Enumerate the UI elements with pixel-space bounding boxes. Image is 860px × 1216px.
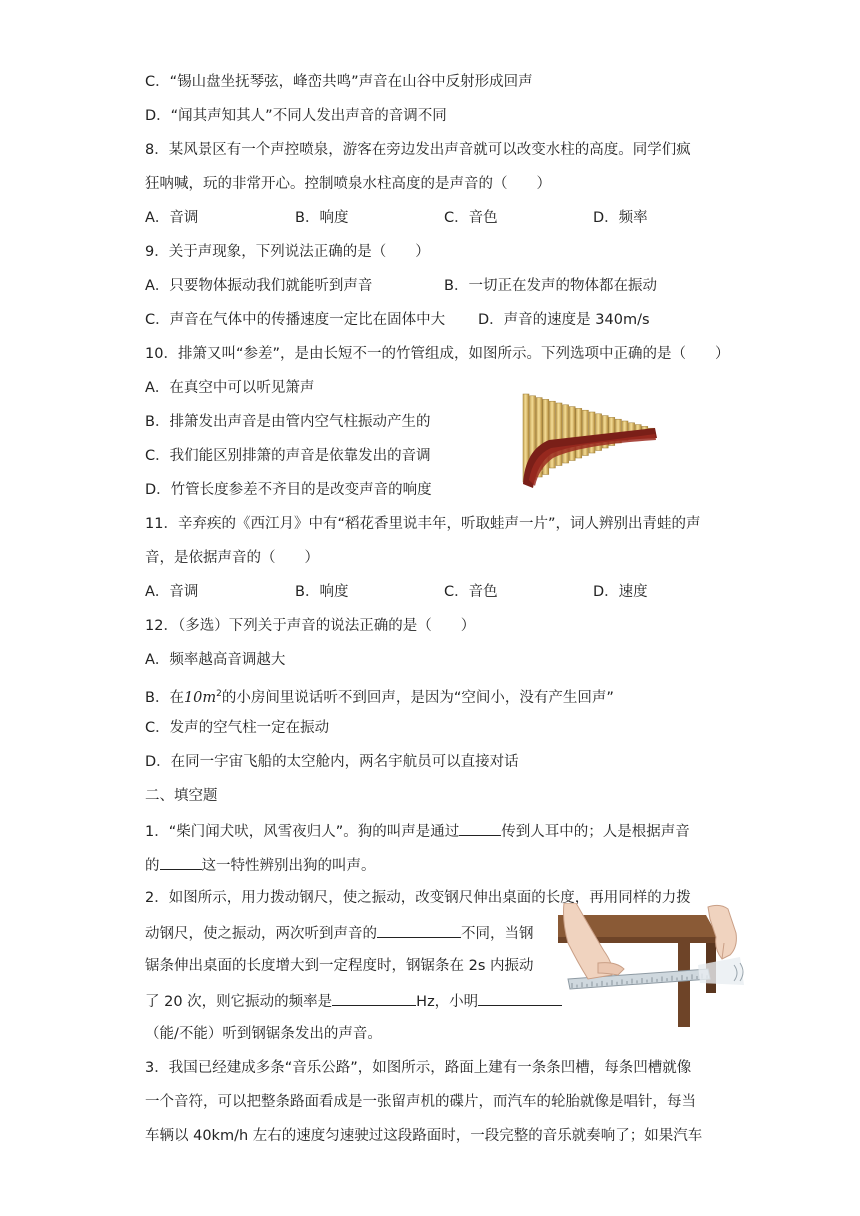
fill1-text-b: 传到人耳中的；人是根据声音 [501, 824, 690, 840]
fill2-blank2[interactable] [332, 990, 416, 1006]
q8-option-c: C．音色 [444, 210, 498, 226]
fill3-line2: 一个音符，可以把整条路面看成是一张留声机的碟片，而汽车的轮胎就像是唱针，每当 [145, 1094, 696, 1110]
q10-stem: 10．排箫又叫“参差”，是由长短不一的竹管组成，如图所示。下列选项中正确的是（ ） [145, 346, 730, 362]
q11-stem-line1: 11．辛弃疾的《西江月》中有“稻花香里说丰年，听取蛙声一片”，词人辨别出青蛙的声 [145, 516, 701, 532]
fill2-text-b: 不同，当钢 [461, 926, 534, 942]
q12-option-d: D．在同一宇宙飞船的太空舱内，两名宇航员可以直接对话 [145, 754, 519, 770]
fill2-line5: （能/不能）听到钢锯条发出的声音。 [145, 1026, 382, 1042]
q9-option-b: B．一切正在发声的物体都在振动 [444, 278, 657, 294]
fill2-text-c: 了 20 次，则它振动的频率是 [145, 994, 333, 1010]
fill1-text-c: 的 [145, 858, 160, 874]
fill1-line2 [145, 854, 376, 876]
q11-option-d: D．速度 [593, 584, 648, 600]
fill2-line3: 锯条伸出桌面的长度增大到一定程度时，钢锯条在 2s 内振动 [145, 958, 534, 974]
fill2-line2 [145, 922, 534, 944]
q8-stem-line1: 8．某风景区有一个声控喷泉，游客在旁边发出声音就可以改变水柱的高度。同学们疯 [145, 142, 691, 158]
pipe [576, 408, 582, 458]
q9-option-d: D．声音的速度是 340m/s [478, 312, 650, 328]
section-heading: 二、填空题 [145, 788, 218, 804]
svg-text:~: ~ [538, 467, 547, 476]
q12-option-b [145, 684, 614, 708]
q11-option-c: C．音色 [444, 584, 498, 600]
fill2-line1: 2．如图所示，用力拨动钢尺，使之振动，改变钢尺伸出桌面的长度，再用同样的力拨 [145, 890, 691, 906]
q9-option-c: C．声音在气体中的传播速度一定比在固体中大 [145, 312, 446, 328]
q7-option-c: C．“锡山盘坐抚琴弦，峰峦共鸣”声音在山谷中反射形成回声 [145, 74, 533, 90]
fill2-blank1[interactable] [377, 922, 461, 938]
fill3-line3: 车辆以 40km/h 左右的速度匀速驶过这段路面时，一段完整的音乐就奏响了；如果汽车 [145, 1128, 703, 1144]
q8-stem-line2: 狂呐喊，玩的非常开心。控制喷泉水柱高度的是声音的（ ） [145, 176, 551, 192]
q9-option-a: A．只要物体振动我们就能听到声音 [145, 278, 373, 294]
fill3-line1: 3．我国已经建成多条“音乐公路”，如图所示，路面上建有一条条凹槽，每条凹槽就像 [145, 1060, 692, 1076]
q10-option-d: D．竹管长度参差不齐目的是改变声音的响度 [145, 482, 432, 498]
fill2-text-a: 动钢尺，使之振动，两次听到声音的 [145, 926, 377, 942]
q8-option-b: B．响度 [295, 210, 349, 226]
q12-stem: 12．（多选）下列关于声音的说法正确的是（ ） [145, 618, 476, 634]
q12-option-a: A．频率越高音调越大 [145, 652, 286, 668]
fill2-blank3[interactable] [478, 990, 562, 1006]
q10-option-c: C．我们能区别排箫的声音是依靠发出的音调 [145, 448, 431, 464]
fill2-line4 [145, 990, 562, 1012]
q8-option-a: A．音调 [145, 210, 199, 226]
q11-option-a: A．音调 [145, 584, 199, 600]
fill1-blank1[interactable] [459, 820, 501, 836]
area-formula: 10m [183, 689, 217, 706]
pipe [569, 407, 575, 461]
panflute-image [515, 388, 665, 494]
fill2-text-d: Hz，小明 [416, 994, 479, 1010]
q9-stem: 9．关于声现象，下列说法正确的是（ ） [145, 244, 430, 260]
q12-option-c: C．发声的空气柱一定在振动 [145, 720, 330, 736]
area-exponent: 2 [216, 689, 222, 699]
q10-option-a: A．在真空中可以听见箫声 [145, 380, 315, 396]
fill1-line1 [145, 820, 690, 842]
fill1-blank2[interactable] [160, 854, 202, 870]
q7-option-d: D．“闻其声知其人”不同人发出声音的音调不同 [145, 108, 447, 124]
q12-option-b-suffix: 的小房间里说话听不到回声，是因为“空间小，没有产生回声” [221, 689, 614, 706]
fill1-text-d: 这一特性辨别出狗的叫声。 [201, 858, 376, 874]
q11-option-b: B．响度 [295, 584, 349, 600]
ruler-on-table-image [558, 903, 748, 1029]
q12-option-b-prefix: B．在 [145, 689, 184, 706]
pipe [563, 405, 569, 463]
q10-option-b: B．排箫发出声音是由管内空气柱振动产生的 [145, 414, 431, 430]
pipe [582, 410, 588, 455]
fill1-text-a: 1．“柴门闻犬吠，风雪夜归人”。狗的叫声是通过 [145, 824, 460, 840]
q11-stem-line2: 音，是依据声音的（ ） [145, 550, 319, 566]
q8-option-d: D．频率 [593, 210, 648, 226]
